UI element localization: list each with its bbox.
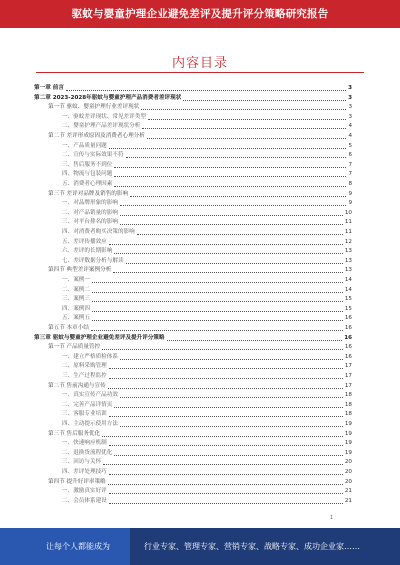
toc-entry[interactable] (62, 228, 352, 237)
toc-entry-label: 第三节 售后服务优化 (48, 430, 101, 437)
toc-leader-dots (103, 464, 343, 465)
toc-entry-page: 12 (344, 238, 352, 245)
toc-entry-page: 17 (344, 373, 352, 379)
toc-entry-label: 二、会员体系建设 (62, 497, 107, 504)
toc-entry-label: 四、差评处理技巧 (62, 469, 107, 475)
toc-heading: 内容目录 (171, 56, 228, 71)
toc-entry[interactable] (62, 142, 352, 151)
toc-leader-dots (102, 436, 343, 437)
toc-leader-dots (120, 426, 343, 427)
toc-entry-label: 一、案例一 (62, 277, 90, 283)
toc-entry-label: 二、婴童护理产品差评现状分析 (62, 123, 141, 130)
toc-leader-dots (114, 167, 346, 168)
toc-entry-label: 二、退换货流程优化 (62, 449, 113, 456)
toc-entry-label: 第二节 差评形成原因及消费者心理分析 (48, 133, 145, 139)
toc-entry-page: 16 (344, 325, 352, 331)
toc-leader-dots (167, 340, 343, 341)
toc-leader-dots (126, 263, 343, 264)
toc-entry-label: 第三节 差评对品牌及销售的影响 (48, 190, 129, 197)
toc-entry[interactable] (62, 170, 352, 179)
toc-entry-page: 19 (344, 421, 352, 427)
toc-entry-label: 三、生产过程监控 (62, 373, 107, 379)
toc-entry[interactable] (62, 410, 352, 419)
toc-entry[interactable] (62, 180, 352, 189)
toc-leader-dots (92, 301, 343, 302)
toc-entry-page: 14 (344, 277, 352, 283)
toc-entry-page: 3 (348, 113, 352, 120)
toc-entry-page: 13 (344, 267, 352, 274)
toc-entry[interactable] (62, 276, 352, 285)
toc-entry-label: 五、差评传播效应 (62, 238, 107, 245)
toc-leader-dots (66, 90, 346, 91)
toc-entry-label: 二、宣传与实际效果不符 (62, 152, 124, 159)
toc-entry[interactable] (48, 478, 352, 487)
toc-entry[interactable] (62, 468, 352, 477)
toc-entry-label: 一、激励真实好评 (62, 488, 107, 495)
toc-entry-page: 14 (344, 286, 352, 293)
toc-leader-dots (109, 244, 343, 245)
toc-entry-page: 6 (348, 152, 352, 159)
toc-entry-page: 17 (344, 382, 352, 389)
toc-entry-label: 四、主动提示使用方法 (62, 421, 118, 427)
toc-entry[interactable] (48, 430, 352, 439)
toc-entry[interactable] (62, 362, 352, 371)
toc-entry[interactable] (48, 132, 352, 141)
toc-divider (36, 72, 364, 73)
toc-entry-label: 第五节 本章小结 (48, 325, 89, 331)
toc-entry-label: 五、消费者心理因素 (62, 181, 113, 187)
toc-leader-dots (108, 388, 343, 389)
toc-entry[interactable] (48, 382, 352, 391)
toc-entry-label: 三、售后服务不到位 (62, 161, 113, 168)
toc-leader-dots (113, 272, 343, 273)
toc-leader-dots (109, 503, 343, 504)
toc-leader-dots (109, 368, 343, 369)
toc-leader-dots (126, 157, 347, 158)
footer-slogan-right: 行业专家、管理专家、营销专家、战略专家、成功企业家…… (144, 542, 360, 551)
toc-entry-label: 第四节 典型差评案例分析 (48, 267, 112, 274)
toc-entry-label: 第一章 前言 (34, 85, 64, 91)
toc-entry[interactable] (34, 94, 352, 103)
toc-leader-dots (114, 253, 343, 254)
toc-entry-label: 三、回访与关怀 (62, 459, 102, 466)
toc-entry[interactable] (62, 122, 352, 131)
toc-leader-dots (92, 282, 343, 283)
toc-entry[interactable] (62, 113, 352, 122)
toc-entry[interactable] (48, 190, 352, 199)
toc-leader-dots (141, 109, 346, 110)
toc-leader-dots (109, 474, 343, 475)
toc-entry-page: 9 (348, 200, 352, 207)
toc-leader-dots (114, 455, 343, 456)
toc-entry[interactable] (62, 151, 352, 160)
toc-entry-label: 一、建立严格质检体系 (62, 353, 118, 360)
toc-entry-page: 5 (348, 142, 352, 149)
toc-entry-page: 18 (344, 392, 352, 399)
toc-leader-dots (109, 378, 343, 379)
toc-entry-page: 7 (348, 161, 352, 168)
page-number: 1 (330, 515, 334, 521)
toc-leader-dots (183, 100, 346, 101)
toc-leader-dots (91, 330, 343, 331)
toc-entry-page: 17 (344, 363, 352, 370)
toc-leader-dots (92, 292, 343, 293)
toc-entry-page: 10 (344, 209, 352, 216)
toc-entry-label: 第二节 售前沟通与宣传 (48, 382, 106, 389)
toc-leader-dots (148, 119, 347, 120)
toc-entry-page: 16 (344, 353, 352, 360)
toc-entry-page: 3 (348, 94, 352, 101)
toc-entry-label: 第三章 驱蚊与婴童护理企业避免差评及提升评分策略 (34, 334, 165, 341)
toc-entry[interactable] (62, 391, 352, 400)
toc-leader-dots (130, 196, 346, 197)
toc-entry[interactable] (62, 420, 352, 429)
toc-entry-label: 第二章 2023-2028年驱蚊与婴童护理产品消费者差评现状 (34, 94, 182, 101)
toc-entry-label: 第一节 产品质量管控 (48, 344, 101, 351)
toc-entry[interactable] (62, 161, 352, 170)
toc-entry[interactable] (62, 286, 352, 295)
toc-entry[interactable] (62, 218, 352, 227)
toc-entry[interactable] (62, 209, 352, 218)
toc-entry-page: 4 (348, 123, 352, 130)
toc-leader-dots (120, 359, 343, 360)
toc-entry-label: 四、对消费者购买决策的影响 (62, 229, 135, 235)
toc-entry-label: 二、对产品销量的影响 (62, 209, 118, 216)
toc-entry[interactable] (48, 266, 352, 275)
toc-entry[interactable] (62, 295, 352, 304)
toc-entry[interactable] (62, 247, 352, 256)
toc-leader-dots (92, 320, 343, 321)
toc-entry-page: 19 (344, 430, 352, 437)
toc-entry-page: 19 (344, 449, 352, 456)
toc-leader-dots (120, 397, 343, 398)
toc-entry[interactable] (62, 458, 352, 467)
toc-entry-page: 21 (344, 497, 352, 504)
toc-entry[interactable] (62, 199, 352, 208)
toc-entry[interactable] (48, 103, 352, 112)
toc-entry-page: 20 (344, 459, 352, 466)
toc-entry-page: 8 (348, 181, 352, 187)
toc-leader-dots (120, 224, 343, 225)
toc-entry-label: 第四节 提升好评率策略 (48, 478, 106, 485)
footer-slogan-left: 让每个人都能成为 (46, 542, 110, 551)
toc-entry[interactable] (62, 257, 352, 266)
toc-leader-dots (147, 138, 347, 139)
toc-entry-label: 二、完善产品详情页 (62, 401, 113, 408)
toc-entry-page: 20 (344, 478, 352, 485)
toc-entry-label: 一、产品质量问题 (62, 142, 107, 149)
toc-entry-page: 9 (348, 190, 352, 197)
toc-entry[interactable] (62, 487, 352, 496)
toc-entry-page: 3 (348, 104, 352, 111)
toc-entry[interactable] (62, 372, 352, 381)
toc-entry-page: 3 (348, 85, 352, 91)
toc-leader-dots (137, 234, 343, 235)
toc-entry-page: 15 (344, 305, 352, 312)
toc-entry-page: 20 (344, 469, 352, 475)
toc-entry-page: 11 (344, 219, 352, 226)
toc-leader-dots (102, 349, 343, 350)
toc-entry-page: 7 (348, 171, 352, 178)
toc-leader-dots (109, 445, 343, 446)
toc-entry-label: 四、物流与包装问题 (62, 171, 113, 178)
toc-entry[interactable] (62, 305, 352, 314)
toc-leader-dots (120, 215, 343, 216)
toc-entry-page: 16 (344, 315, 352, 322)
toc-leader-dots (109, 416, 343, 417)
toc-leader-dots (114, 407, 343, 408)
toc-leader-dots (120, 205, 346, 206)
toc-entry-page: 16 (344, 344, 352, 351)
toc-entry-label: 第一节 驱蚊、婴童护理行业差评现状 (48, 104, 140, 111)
toc-leader-dots (92, 311, 343, 312)
toc-entry[interactable] (62, 314, 352, 323)
toc-leader-dots (142, 128, 346, 129)
toc-entry[interactable] (34, 334, 352, 343)
toc-entry-page: 13 (344, 257, 352, 264)
toc-entry[interactable] (48, 343, 352, 352)
toc-entry-page: 4 (348, 133, 352, 139)
toc-leader-dots (108, 484, 343, 485)
toc-entry-label: 五、案例五 (62, 315, 90, 322)
toc-entry-page: 13 (344, 248, 352, 255)
toc-entry[interactable] (34, 84, 352, 93)
toc-entry-page: 15 (344, 296, 352, 303)
toc-entry[interactable] (62, 449, 352, 458)
toc-entry[interactable] (62, 401, 352, 410)
toc-entry-label: 三、案例三 (62, 296, 90, 303)
toc-entry-label: 二、案例二 (62, 286, 90, 293)
toc-leader-dots (114, 186, 346, 187)
toc-entry[interactable] (48, 324, 352, 333)
toc-leader-dots (109, 148, 347, 149)
report-title: 驱蚊与婴童护理企业避免差评及提升评分策略研究报告 (71, 8, 329, 20)
toc-entry[interactable] (62, 353, 352, 362)
toc-entry-label: 六、差评的长期影响 (62, 248, 113, 255)
toc-leader-dots (114, 176, 346, 177)
toc-entry-label: 一、驱蚊差评现状、常见差评类型 (62, 113, 146, 120)
toc-entry-label: 一、对品牌形象的影响 (62, 200, 118, 207)
toc-entry[interactable] (62, 497, 352, 506)
toc-entry-label: 三、对平台排名的影响 (62, 219, 118, 226)
toc-entry-page: 16 (344, 334, 352, 341)
toc-entry-page: 21 (344, 488, 352, 495)
toc-entry-label: 一、真实宣传产品功效 (62, 392, 118, 399)
toc-entry-label: 四、案例四 (62, 305, 90, 312)
toc-entry-page: 18 (344, 411, 352, 418)
toc-entry-label: 七、差评数据分析与解读 (62, 257, 124, 264)
toc-entry-label: 一、快速响应机制 (62, 440, 107, 447)
toc-leader-dots (109, 493, 343, 494)
toc-entry-label: 二、原料采购管理 (62, 363, 107, 370)
toc-entry-page: 19 (344, 440, 352, 447)
toc-entry-label: 三、客服专业培训 (62, 411, 107, 418)
toc-entry-page: 11 (344, 229, 352, 235)
toc-entry-page: 18 (344, 401, 352, 408)
toc-entry[interactable] (62, 439, 352, 448)
toc-entry[interactable] (62, 238, 352, 247)
